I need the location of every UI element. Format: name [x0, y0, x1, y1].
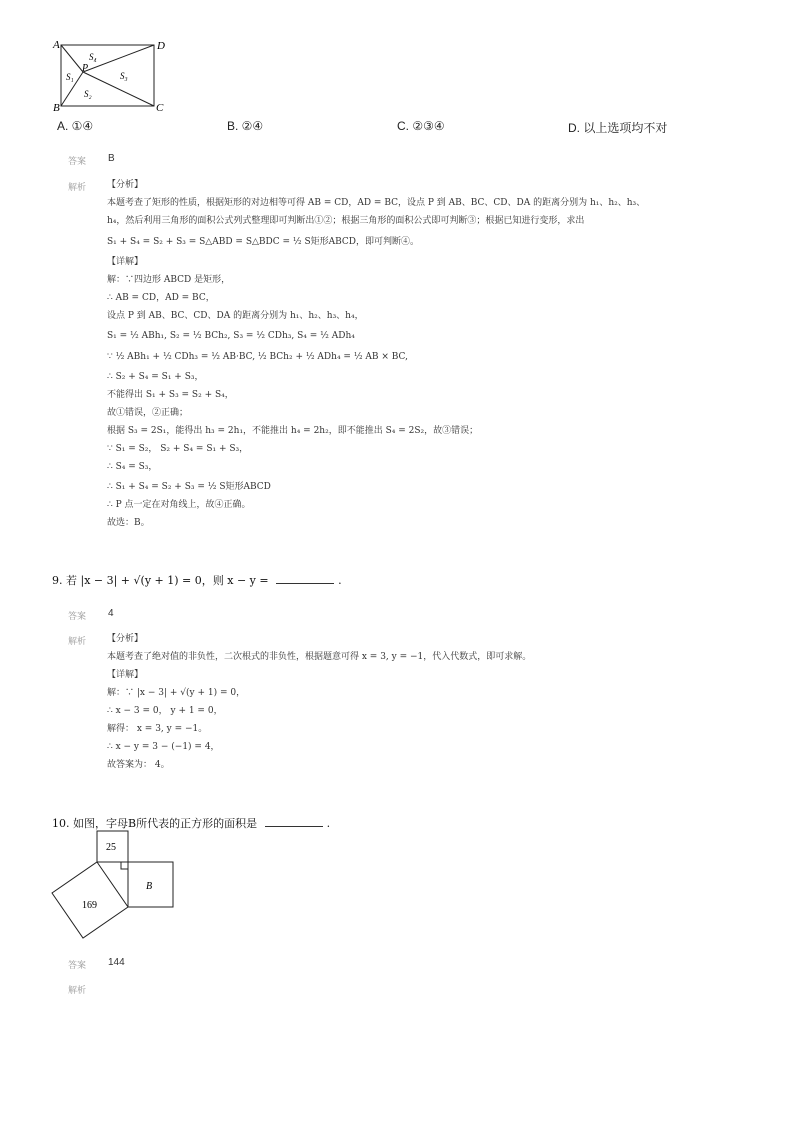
vertex-label-c: C	[156, 102, 164, 114]
vertex-label-b: B	[53, 102, 60, 114]
region-label-s3: S₃	[120, 71, 128, 81]
point-label-p: P	[82, 63, 89, 74]
region-label-s2: S₂	[84, 89, 92, 99]
analysis-line: 解：∵ |x − 3| + √(y + 1) = 0，	[107, 688, 246, 698]
vertex-label-d: D	[157, 40, 165, 52]
question-9-text: 9. 若 |x − 3| + √(y + 1) = 0，则 x − y =	[52, 574, 273, 587]
region-label-s4: S₄	[89, 52, 97, 62]
analysis-line: 本题考查了绝对值的非负性，二次根式的非负性，根据题意可得 x = 3, y = −1，代入代数式，即可求解。	[107, 652, 532, 662]
analysis-line: 【分析】	[107, 180, 144, 190]
square-area-label-169: 169	[82, 900, 97, 911]
option-b[interactable]: B. ②④	[227, 119, 264, 133]
answer-value: 144	[108, 957, 125, 968]
analysis-line: h₄，然后利用三角形的面积公式列式整理即可判断出①②；根据三角形的面积公式即可判断③；根据已知进行变形，求出	[107, 216, 585, 226]
option-d[interactable]: D. 以上选项均不对	[568, 121, 668, 135]
analysis-line: 【详解】	[107, 670, 144, 680]
answer-value: B	[108, 153, 115, 164]
analysis-line: ∴ S₂ + S₄ = S₁ + S₃，	[107, 372, 204, 382]
analysis-line: 【详解】	[107, 257, 144, 267]
analysis-line: ∵ S₁ = S₂， S₂ + S₄ = S₁ + S₃，	[107, 444, 249, 454]
vertex-label-a: A	[53, 39, 60, 51]
analysis-line: 解：∵四边形 ABCD 是矩形，	[107, 275, 231, 285]
analysis-line: 不能得出 S₁ + S₃ = S₂ + S₄，	[107, 390, 234, 400]
region-label-s1: S₁	[66, 72, 74, 82]
rectangle-figure	[50, 38, 180, 116]
analysis-line: 故①错误，②正确；	[107, 408, 189, 418]
answer-tag: 答案	[68, 611, 87, 621]
option-c[interactable]: C. ②③④	[397, 119, 445, 133]
analysis-line: S₁ = ½ ABh₁, S₂ = ½ BCh₂, S₃ = ½ CDh₃, S₄ = ½ ADh₄	[107, 331, 355, 341]
squares-figure	[50, 828, 180, 940]
analysis-line: ∴ AB = CD，AD = BC，	[107, 293, 215, 303]
analysis-line: 根据 S₃ = 2S₁，能得出 h₃ = 2h₁，不能推出 h₄ = 2h₂，即不能推出 S₄ = 2S₂，故③错误；	[107, 426, 479, 436]
analysis-line: ∴ S₁ + S₄ = S₂ + S₃ = ½ S矩形ABCD	[107, 482, 271, 492]
answer-blank[interactable]	[276, 573, 334, 584]
question-10-text: 10. 如图，字母B所代表的正方形的面积是	[52, 817, 261, 830]
analysis-line: 【分析】	[107, 634, 144, 644]
analysis-line: ∴ x − y = 3 − (−1) = 4，	[107, 742, 220, 752]
answer-value: 4	[108, 608, 114, 619]
analysis-line: S₁ + S₄ = S₂ + S₃ = S△ABD = S△BDC = ½ S矩形ABCD，即可判断④。	[107, 237, 420, 247]
analysis-line: 故选：B。	[107, 518, 150, 528]
option-a[interactable]: A. ①④	[57, 119, 94, 133]
square-label-b: B	[146, 881, 153, 892]
analysis-line: 解得： x = 3, y = −1。	[107, 724, 208, 734]
analysis-line: 设点 P 到 AB、BC、CD、DA 的距离分别为 h₁、h₂、h₃、h₄，	[107, 311, 364, 321]
analysis-line: ∴ x − 3 = 0， y + 1 = 0，	[107, 706, 223, 716]
question-10-end: .	[326, 817, 331, 830]
analysis-tag: 解析	[68, 182, 87, 192]
question-9-end: .	[338, 574, 342, 587]
square-area-label-25: 25	[106, 842, 116, 853]
question-9	[52, 572, 342, 588]
analysis-line: 本题考查了矩形的性质，根据矩形的对边相等可得 AB = CD，AD = BC，设点 P 到 AB、BC、CD、DA 的距离分别为 h₁、h₂、h₃、	[107, 198, 646, 208]
answer-tag: 答案	[68, 156, 87, 166]
answer-tag: 答案	[68, 960, 87, 970]
analysis-line: ∴ P 点一定在对角线上，故④正确。	[107, 500, 251, 510]
analysis-tag: 解析	[68, 636, 87, 646]
analysis-tag: 解析	[68, 985, 87, 995]
analysis-line: 故答案为： 4。	[107, 760, 170, 770]
analysis-line: ∵ ½ ABh₁ + ½ CDh₃ = ½ AB·BC, ½ BCh₂ + ½ ADh₄ = ½ AB × BC,	[107, 352, 408, 362]
analysis-line: ∴ S₄ = S₃，	[107, 462, 158, 472]
answer-blank[interactable]	[265, 816, 323, 827]
